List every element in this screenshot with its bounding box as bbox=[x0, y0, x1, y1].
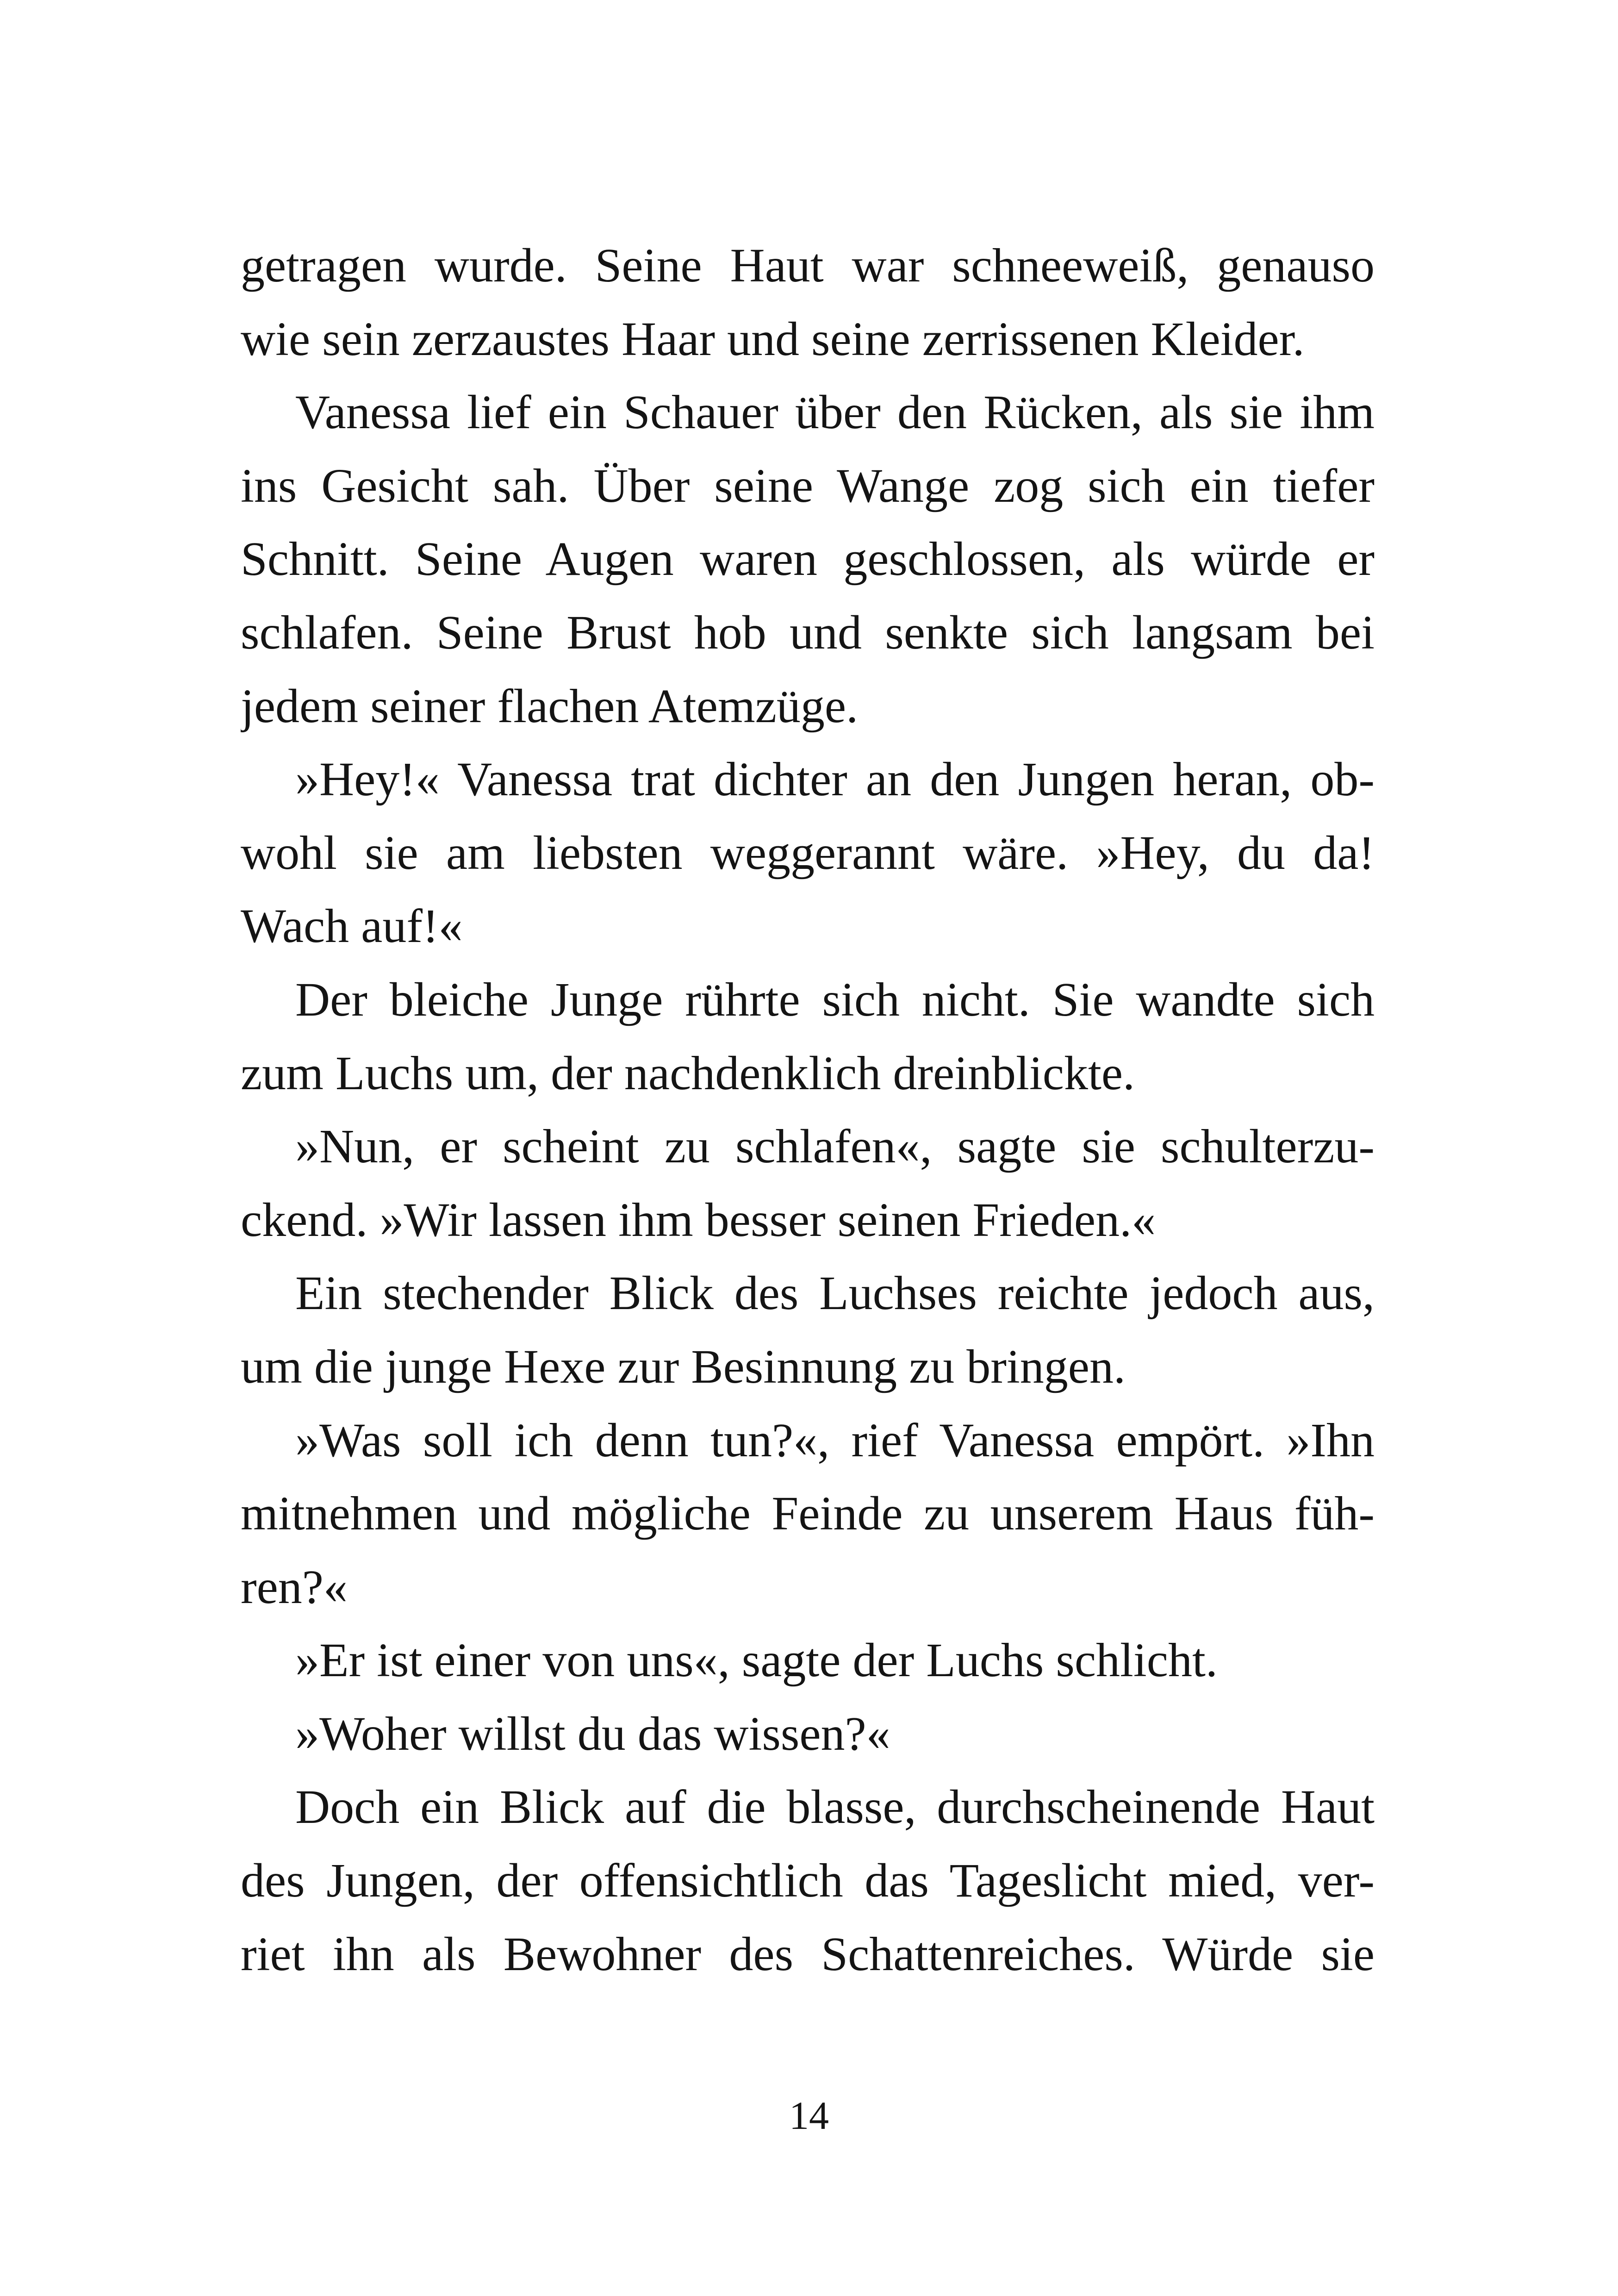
text-line: jedem seiner flachen Atemzüge. bbox=[241, 679, 859, 733]
text-line: schlafen. Seine Brust hob und senkte sich langsam bei bbox=[241, 605, 1375, 659]
text-line: ins Gesicht sah. Über seine Wange zog sich ein tiefer bbox=[241, 459, 1375, 512]
text-line: wohl sie am liebsten weggerannt wäre. »Hey, du da! bbox=[241, 826, 1375, 880]
text-line: des Jungen, der offensichtlich das Tageslicht mied, ver- bbox=[241, 1854, 1375, 1908]
text-line: »Was soll ich denn tun?«, rief Vanessa empört. »Ihn bbox=[295, 1413, 1375, 1467]
text-line: zum Luchs um, der nachdenklich dreinblickte. bbox=[241, 1046, 1135, 1100]
text-line: Ein stechender Blick des Luchses reichte jedoch aus, bbox=[295, 1267, 1375, 1320]
text-line: ren?« bbox=[241, 1560, 348, 1614]
text-line: um die junge Hexe zur Besinnung zu bringen. bbox=[241, 1340, 1126, 1393]
text-line: »Woher willst du das wissen?« bbox=[295, 1707, 890, 1760]
text-line: Vanessa lief ein Schauer über den Rücken, als sie ihm bbox=[295, 386, 1375, 439]
text-line: getragen wurde. Seine Haut war schneeweiß, genauso bbox=[241, 239, 1375, 292]
text-line: Schnitt. Seine Augen waren geschlossen, als würde er bbox=[241, 532, 1375, 586]
text-line: ckend. »Wir lassen ihm besser seinen Frieden.« bbox=[241, 1193, 1156, 1247]
text-line: »Nun, er scheint zu schlafen«, sagte sie schulterzu- bbox=[295, 1120, 1375, 1173]
text-line: riet ihn als Bewohner des Schattenreiches. Würde sie bbox=[241, 1927, 1375, 1981]
text-line: mitnehmen und mögliche Feinde zu unserem Haus füh- bbox=[241, 1487, 1375, 1541]
text-line: Der bleiche Junge rührte sich nicht. Sie wandte sich bbox=[295, 973, 1375, 1026]
text-line: Wach auf!« bbox=[241, 899, 463, 953]
text-line: »Hey!« Vanessa trat dichter an den Jungen heran, ob- bbox=[295, 753, 1375, 806]
text-line: »Er ist einer von uns«, sagte der Luchs schlicht. bbox=[295, 1634, 1218, 1687]
text-line: wie sein zerzaustes Haar und seine zerrissenen Kleider. bbox=[241, 312, 1305, 366]
body-text bbox=[241, 229, 1375, 1991]
text-line: Doch ein Blick auf die blasse, durchscheinende Haut bbox=[295, 1780, 1375, 1834]
page-number: 14 bbox=[789, 2093, 829, 2138]
